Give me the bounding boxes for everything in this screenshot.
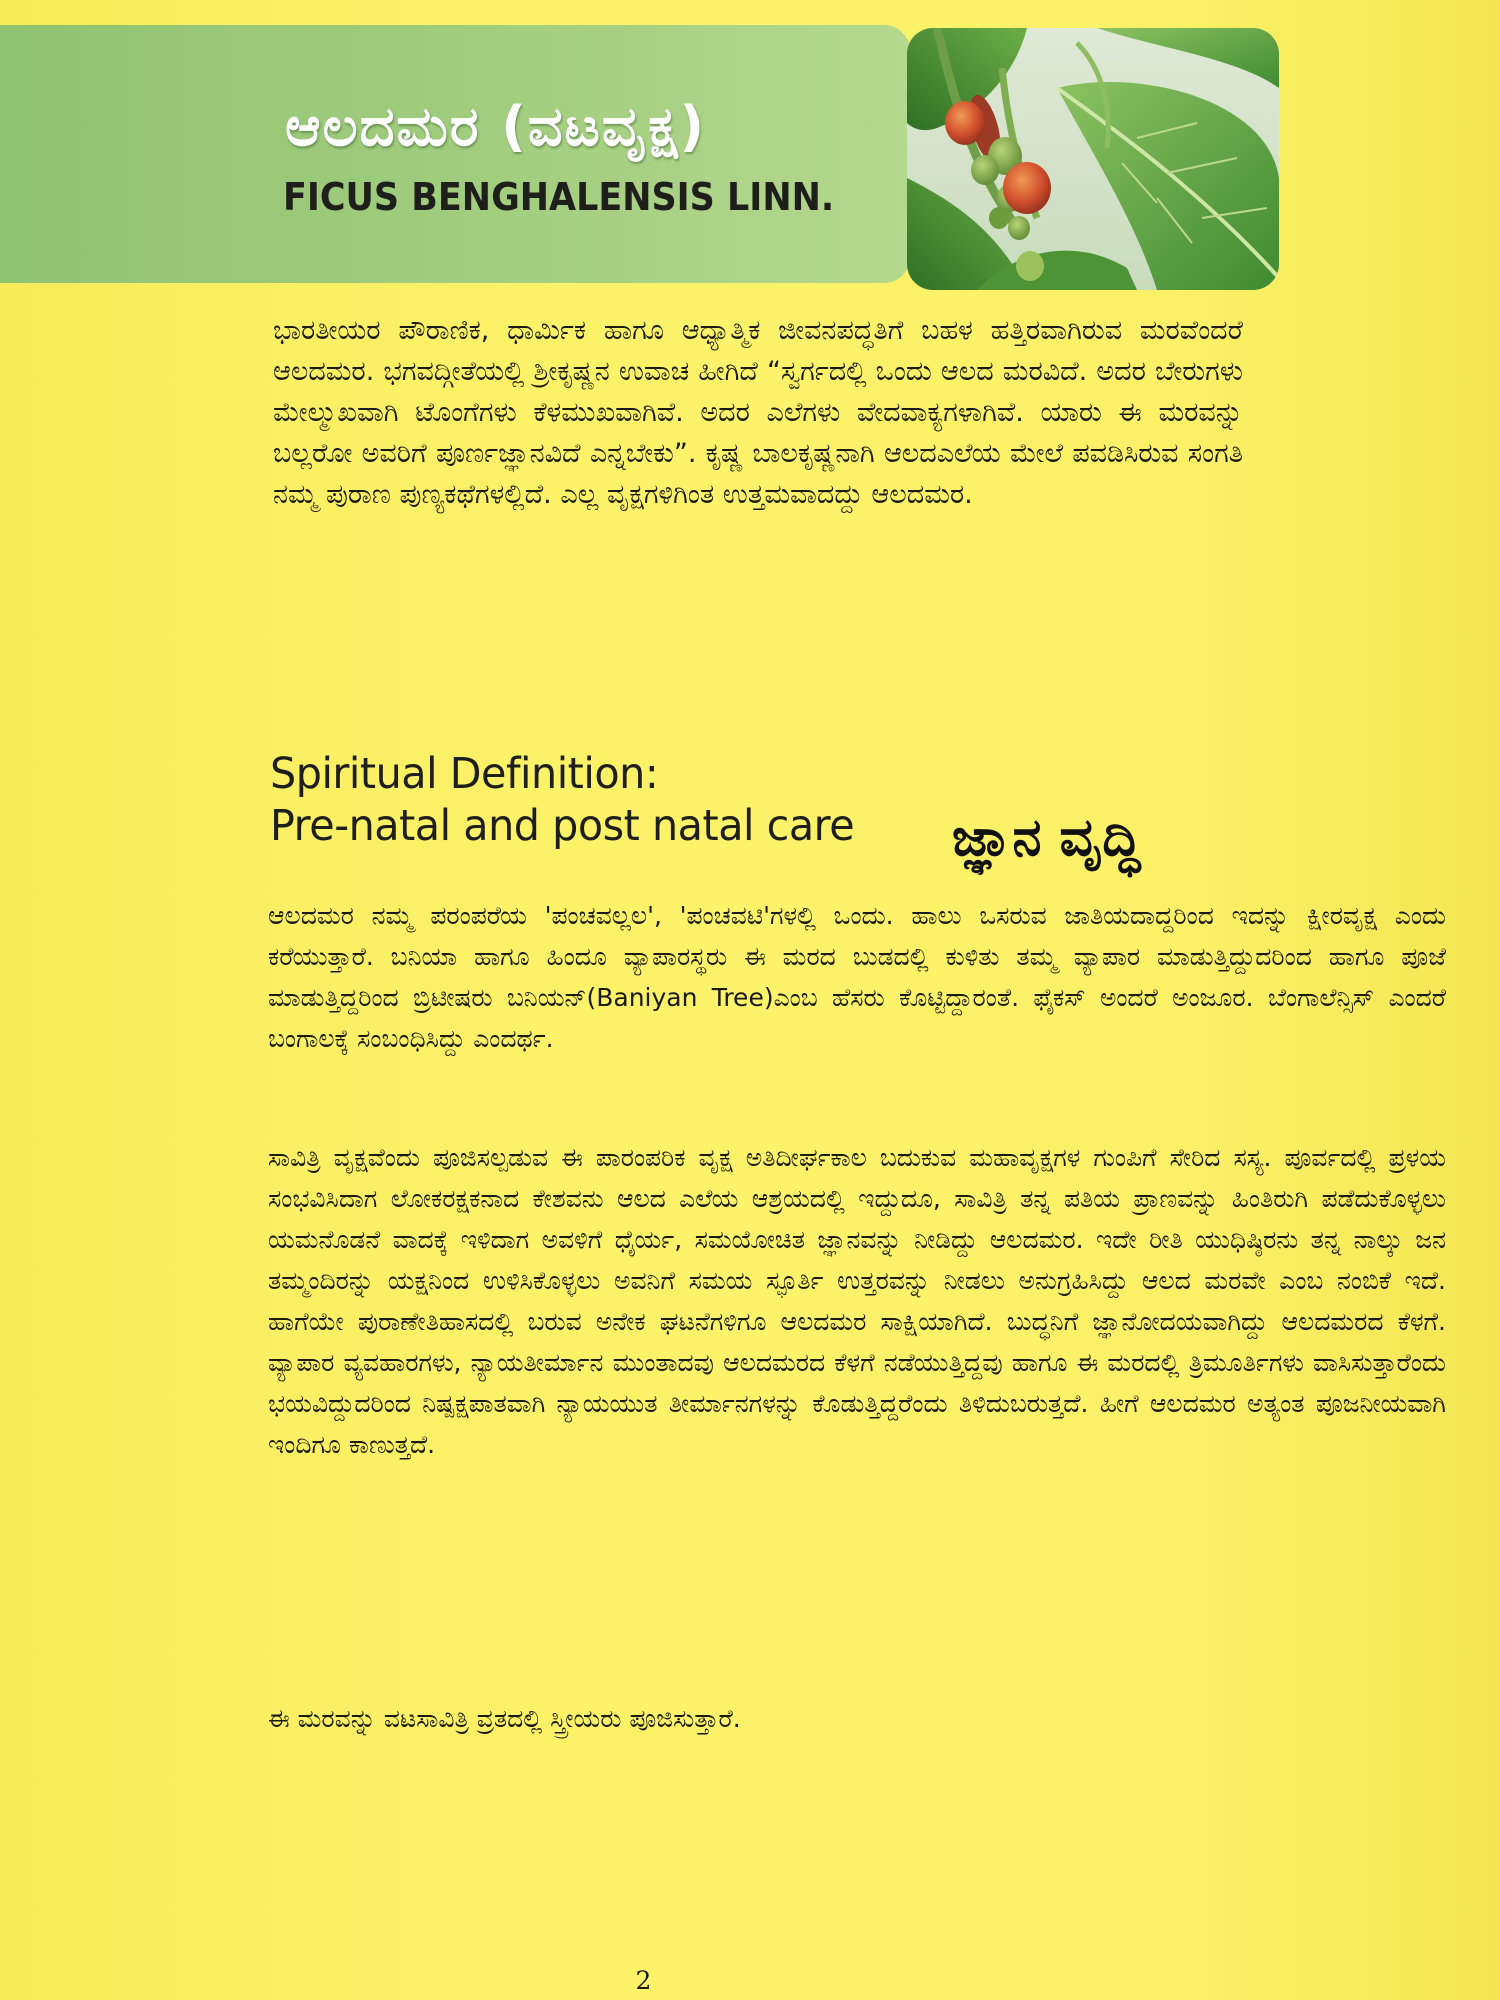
title-latin: FICUS BENGHALENSIS LINN. [283, 175, 835, 219]
body-paragraph-3: ಈ ಮರವನ್ನು ವಟಸಾವಿತ್ರಿ ವ್ರತದಲ್ಲಿ ಸ್ತ್ರೀಯರು ಪೂಜಿಸುತ್ತಾರೆ. [268, 1704, 741, 1733]
section-heading [270, 748, 854, 852]
section-heading-line2: Pre-natal and post natal care [270, 801, 855, 851]
body-paragraph-2: ಸಾವಿತ್ರಿ ವೃಕ್ಷವೆಂದು ಪೂಜಿಸಲ್ಪಡುವ ಈ ಪಾರಂಪರಿಕ ವೃಕ್ಷ ಅತಿದೀರ್ಘಕಾಲ ಬದುಕುವ ಮಹಾವೃಕ್ಷಗಳ ಗುಂಪಿಗೆ ಸೇರಿದ ಸಸ್ಯ. ಪೂರ್ವದಲ್ಲಿ ಪ್ರಳಯ ಸಂಭವಿಸಿದಾಗ ಲೋಕರಕ್ಷಕನಾದ ಕೇಶವನು ಆಲದ ಎಲೆಯ ಆಶ್ರಯದಲ್ಲಿ ಇದ್ದುದೂ, ಸಾವಿತ್ರಿ ತನ್ನ ಪತಿಯ ಪ್ರಾಣವನ್ನು ಹಿಂತಿರುಗಿ ಪಡೆದುಕೊಳ್ಳಲು ಯಮನೊಡನೆ ವಾದಕ್ಕೆ ಇಳಿದಾಗ ಅವಳಿಗೆ ಧೈರ್ಯ, ಸಮಯೋಚಿತ ಜ್ಞಾನವನ್ನು ನೀಡಿದ್ದು ಆಲದಮರ. ಇದೇ ರೀತಿ ಯುಧಿಷ್ಠಿರನು ತನ್ನ ನಾಲ್ಕು ಜನ ತಮ್ಮಂದಿರನ್ನು ಯಕ್ಷನಿಂದ ಉಳಿಸಿಕೊಳ್ಳಲು ಅವನಿಗೆ ಸಮಯ ಸ್ಫೂರ್ತಿ ಉತ್ತರವನ್ನು ನೀಡಲು ಅನುಗ್ರಹಿಸಿದ್ದು ಆಲದ ಮರವೇ ಎಂಬ ನಂಬಿಕೆ ಇದೆ. ಹಾಗೆಯೇ ಪುರಾಣೇತಿಹಾಸದಲ್ಲಿ ಬರುವ ಅನೇಕ ಘಟನೆಗಳಿಗೂ ಆಲದಮರ ಸಾಕ್ಷಿಯಾಗಿದೆ. ಬುದ್ಧನಿಗೆ ಜ್ಞಾನೋದಯವಾಗಿದ್ದು ಆಲದಮರದ ಕೆಳಗೆ. ವ್ಯಾಪಾರ ವ್ಯವಹಾರಗಳು, ನ್ಯಾಯತೀರ್ಮಾನ ಮುಂತಾದವು ಆಲದಮರದ ಕೆಳಗೆ ನಡೆಯುತ್ತಿದ್ದವು ಹಾಗೂ ಈ ಮರದಲ್ಲಿ ತ್ರಿಮೂರ್ತಿಗಳು ವಾಸಿಸುತ್ತಾರೆಂದು ಭಯವಿದ್ದುದರಿಂದ ನಿಷ್ಪಕ್ಷಪಾತವಾಗಿ ನ್ಯಾಯಯುತ ತೀರ್ಮಾನಗಳನ್ನು ಕೊಡುತ್ತಿದ್ದರೆಂದು ತಿಳಿದುಬರುತ್ತದೆ. ಹೀಗೆ ಆಲದಮರ ಅತ್ಯಂತ ಪೂಜನೀಯವಾಗಿ ಇಂದಿಗೂ ಕಾಣುತ್ತದೆ. [268, 1143, 1446, 1459]
title-kannada: ಆಲದಮರ (ವಟವೃಕ್ಷ) [285, 95, 707, 158]
section-heading-line1: Spiritual Definition: [270, 749, 659, 799]
banyan-leaves-and-figs-icon [907, 28, 1279, 290]
banyan-leaves-photo [907, 28, 1279, 290]
kannada-tag: ಜ್ಞಾನ ವೃದ್ಧಿ [952, 808, 1141, 868]
body-paragraph-1: ಆಲದಮರ ನಮ್ಮ ಪರಂಪರೆಯ 'ಪಂಚವಲ್ಲಲ', 'ಪಂಚವಟಿ'ಗಳಲ್ಲಿ ಒಂದು. ಹಾಲು ಒಸರುವ ಜಾತಿಯದಾದ್ದರಿಂದ ಇದನ್ನು ಕ್ಷೀರವೃಕ್ಷ ಎಂದು ಕರೆಯುತ್ತಾರೆ. ಬನಿಯಾ ಹಾಗೂ ಹಿಂದೂ ವ್ಯಾಪಾರಸ್ಥರು ಈ ಮರದ ಬುಡದಲ್ಲಿ ಕುಳಿತು ತಮ್ಮ ವ್ಯಾಪಾರ ಮಾಡುತ್ತಿದ್ದುದರಿಂದ ಹಾಗೂ ಪೂಜೆ ಮಾಡುತ್ತಿದ್ದರಿಂದ ಬ್ರಿಟೀಷರು ಬನಿಯನ್(Baniyan Tree)ಎಂಬ ಹೆಸರು ಕೊಟ್ಟಿದ್ದಾರಂತೆ. ಫೈಕಸ್ ಅಂದರೆ ಅಂಜೂರ. ಬೆಂಗಾಲೆನ್ಸಿಸ್ ಎಂದರೆ ಬಂಗಾಲಕ್ಕೆ ಸಂಬಂಧಿಸಿದ್ದು ಎಂದರ್ಥ. [268, 901, 1446, 1053]
intro-paragraph: ಭಾರತೀಯರ ಪೌರಾಣಿಕ, ಧಾರ್ಮಿಕ ಹಾಗೂ ಆಧ್ಯಾತ್ಮಿಕ ಜೀವನಪದ್ಧತಿಗೆ ಬಹಳ ಹತ್ತಿರವಾಗಿರುವ ಮರವೆಂದರೆ ಆಲದಮರ. ಭಗವದ್ಗೀತೆಯಲ್ಲಿ ಶ್ರೀಕೃಷ್ಣನ ಉವಾಚ ಹೀಗಿದೆ “ಸ್ವರ್ಗದಲ್ಲಿ ಒಂದು ಆಲದ ಮರವಿದೆ. ಅದರ ಬೇರುಗಳು ಮೇಲ್ಮುಖವಾಗಿ ಟೊಂಗೆಗಳು ಕೆಳಮುಖವಾಗಿವೆ. ಅದರ ಎಲೆಗಳು ವೇದವಾಕ್ಯಗಳಾಗಿವೆ. ಯಾರು ಈ ಮರವನ್ನು ಬಲ್ಲರೋ ಅವರಿಗೆ ಪೂರ್ಣಜ್ಞಾನವಿದೆ ಎನ್ನಬೇಕು”. ಕೃಷ್ಣ ಬಾಲಕೃಷ್ಣನಾಗಿ ಆಲದಎಲೆಯ ಮೇಲೆ ಪವಡಿಸಿರುವ ಸಂಗತಿ ನಮ್ಮ ಪುರಾಣ ಪುಣ್ಯಕಥೆಗಳಲ್ಲಿದೆ. ಎಲ್ಲ ವೃಕ್ಷಗಳಿಗಿಂತ ಉತ್ತಮವಾದದ್ದು ಆಲದಮರ. [273, 315, 1243, 510]
page-number: 2 [635, 1966, 652, 1995]
